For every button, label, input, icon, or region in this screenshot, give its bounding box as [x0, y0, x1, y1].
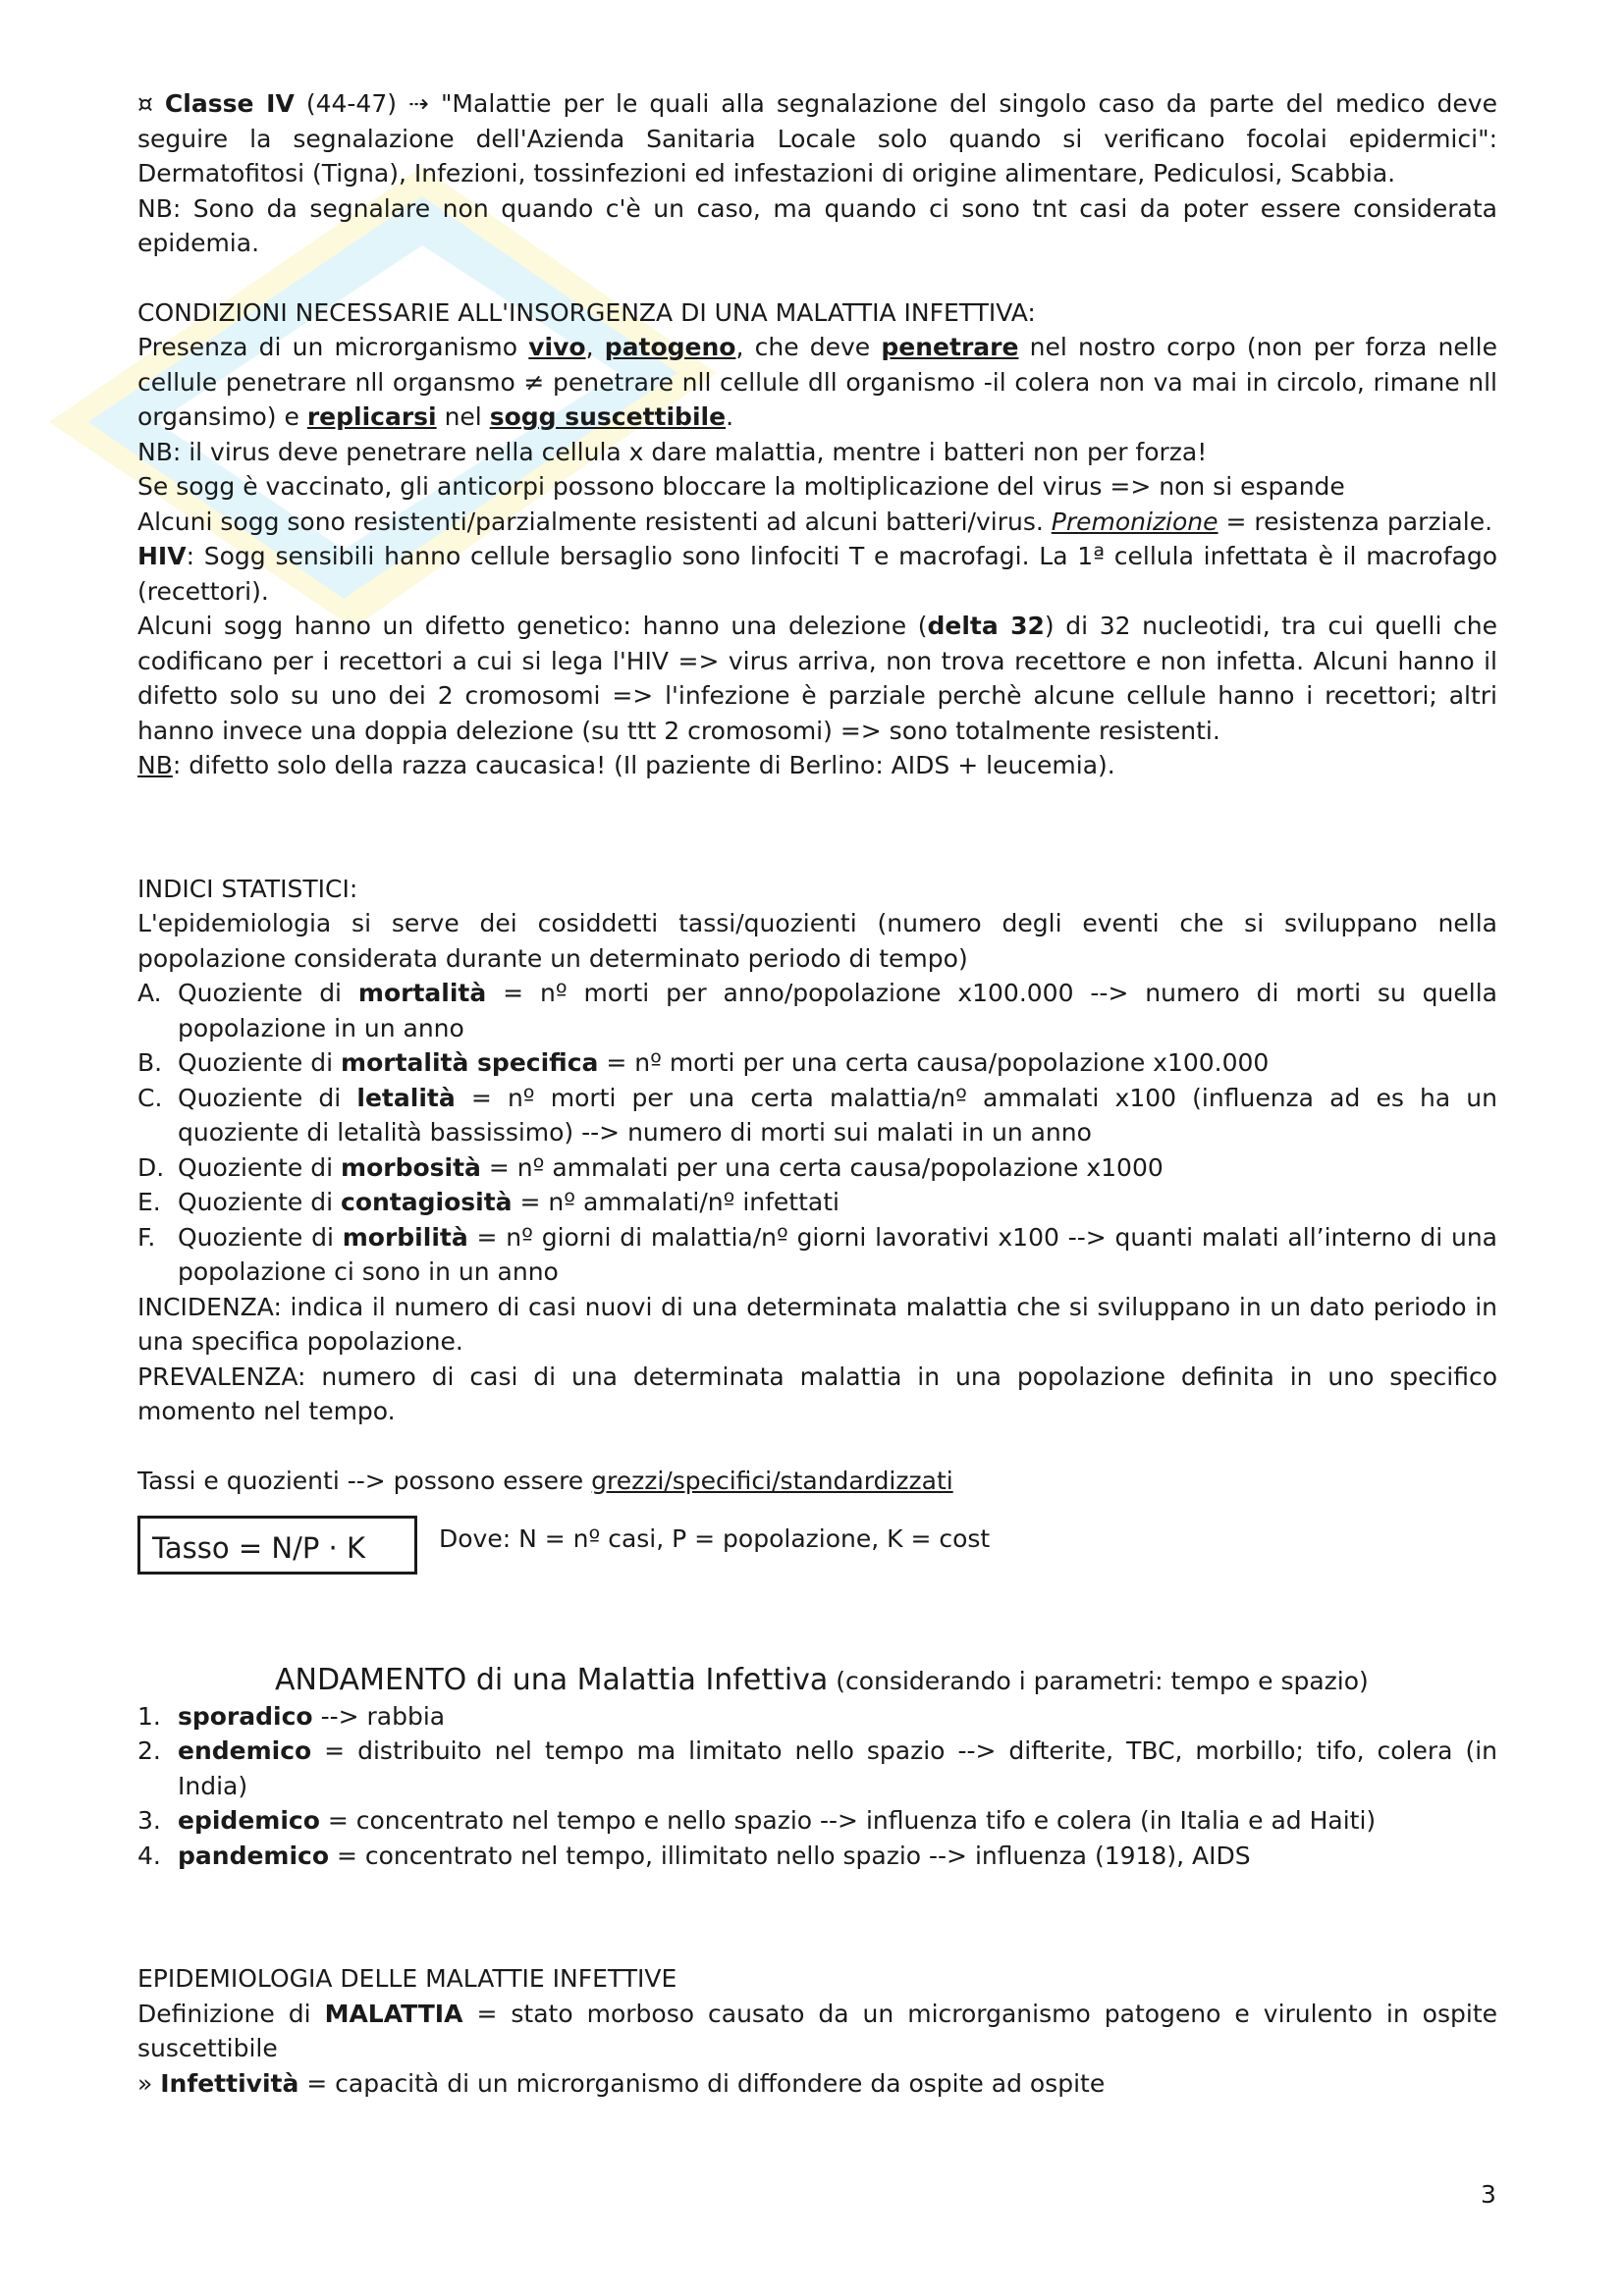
- indici-title: INDICI STATISTICI:: [137, 874, 358, 903]
- resistenza-paragraph: Alcuni sogg sono resistenti/parzialmente resistenti ad alcuni batteri/virus. Premonizione = resistenza parziale.: [137, 507, 1493, 536]
- quozienti-list: [137, 976, 1497, 1290]
- list-item: C. Quoziente di letalità = nº morti per una certa malattia/nº ammalati x100 (influenza ad es ha un quoziente di letalità bassissimo) --> numero di morti sui malati in un anno: [137, 1083, 1497, 1147]
- document-page: [137, 86, 1497, 2101]
- dashed-arrow-icon: ⇢: [407, 89, 429, 118]
- definizione-malattia: Definizione di MALATTIA = stato morboso causato da un microrganismo patogeno e virulento in ospite suscettibile: [137, 1999, 1498, 2062]
- list-item: A. Quoziente di mortalità = nº morti per anno/popolazione x100.000 --> numero di morti su quella popolazione in un anno: [137, 979, 1497, 1042]
- list-item: 1. sporadico --> rabbia: [137, 1701, 446, 1731]
- list-item: E. Quoziente di contagiosità = nº ammalati/nº infettati: [137, 1188, 839, 1216]
- classe-iv-paragraph: ¤ Classe IV (44-47) ⇢ "Malattie per le quali alla segnalazione del singolo caso da parte del medico deve seguire la segnalazione dell'Azienda Sanitaria Locale solo quando si verificano focolai epidermici": Dermatofitosi (Tigna), Infezioni, tossinfezioni ed infestazioni di origine alimentare, Pediculosi, Scabbia.: [137, 89, 1497, 187]
- list-item: F. Quoziente di morbilità = nº giorni di malattia/nº giorni lavorativi x100 --> quanti malati all’interno di una popolazione ci sono in un anno: [137, 1222, 1497, 1286]
- square-bullet-icon: ¤: [137, 89, 153, 118]
- condizioni-paragraph: Presenza di un microrganismo vivo, patogeno, che deve penetrare nel nostro corpo (non per forza nelle cellule penetrare nll organsmo ≠ penetrare nll cellule dll organismo -il colera non va mai in circolo, rimane nll organsimo) e replicarsi nel sogg suscettibile.: [137, 333, 1497, 431]
- andamento-list: [137, 1699, 1497, 1874]
- list-item: 3. epidemico = concentrato nel tempo e nello spazio --> influenza tifo e colera (in Italia e ad Haiti): [137, 1806, 1377, 1835]
- nb-caucasica: NB: difetto solo della razza caucasica! (Il paziente di Berlino: AIDS + leucemia).: [137, 751, 1115, 779]
- epidemiologia-title: EPIDEMIOLOGIA DELLE MALATTIE INFETTIVE: [137, 1964, 677, 1993]
- list-item: 2. endemico = distribuito nel tempo ma limitato nello spazio --> difterite, TBC, morbillo; tifo, colera (in India): [137, 1736, 1497, 1800]
- page-number: 3: [1481, 2180, 1496, 2209]
- classe-iv-label: Classe IV: [164, 89, 295, 118]
- tassi-line: Tassi e quozienti --> possono essere grezzi/specifici/standardizzati: [137, 1466, 953, 1495]
- prevalenza-paragraph: PREVALENZA: numero di casi di una determinata malattia in una popolazione definita in uno specifico momento nel tempo.: [137, 1362, 1497, 1425]
- incidenza-paragraph: INCIDENZA: indica il numero di casi nuovi di una determinata malattia che si sviluppano in un dato periodo in una specifica popolazione.: [137, 1292, 1497, 1356]
- indici-intro: L'epidemiologia si serve dei cosiddetti tassi/quozienti (numero degli eventi che si sviluppano nella popolazione considerata durante un determinato periodo di tempo): [137, 909, 1497, 973]
- classe-iv-nb: NB: Sono da segnalare non quando c'è un caso, ma quando ci sono tnt casi da poter essere considerata epidemia.: [137, 193, 1497, 257]
- formula-row: [137, 1516, 1497, 1575]
- infettivita-line: » Infettività = capacità di un microrganismo di diffondere da ospite ad ospite: [137, 2068, 1106, 2098]
- andamento-title: ANDAMENTO di una Malattia Infettiva (considerando i parametri: tempo e spazio): [275, 1663, 1369, 1697]
- hiv-paragraph: HIV: Sogg sensibili hanno cellule bersaglio sono linfociti T e macrofagi. La 1ª cellula infettata è il macrofago (recettori).: [137, 542, 1497, 606]
- formula-box: Tasso = N/P · K: [137, 1516, 417, 1575]
- vaccinato-line: Se sogg è vaccinato, gli anticorpi possono bloccare la moltiplicazione del virus => non si espande: [137, 472, 1345, 501]
- list-item: D. Quoziente di morbosità = nº ammalati per una certa causa/popolazione x1000: [137, 1152, 1164, 1182]
- list-item: B. Quoziente di mortalità specifica = nº morti per una certa causa/popolazione x100.000: [137, 1048, 1270, 1077]
- list-item: 4. pandemico = concentrato nel tempo, illimitato nello spazio --> influenza (1918), AIDS: [137, 1841, 1251, 1870]
- condizioni-title: CONDIZIONI NECESSARIE ALL'INSORGENZA DI UNA MALATTIA INFETTIVA:: [137, 297, 1036, 327]
- delta32-paragraph: Alcuni sogg hanno un difetto genetico: hanno una delezione (delta 32) di 32 nucleotidi, tra cui quelli che codificano per i recettori a cui si lega l'HIV => virus arriva, non trova recettore e non infetta. Alcuni hanno il difetto solo su uno dei 2 cromosomi => l'infezione è parziale perchè alcune cellule hanno i recettori; altri hanno invece una doppia delezione (su ttt 2 cromosomi) => sono totalmente resistenti.: [137, 612, 1497, 745]
- guillemet-icon: »: [137, 2068, 161, 2098]
- nb-virus: NB: il virus deve penetrare nella cellula x dare malattia, mentre i batteri non per forza!: [137, 437, 1208, 466]
- formula-note: Dove: N = nº casi, P = popolazione, K = cost: [439, 1524, 991, 1553]
